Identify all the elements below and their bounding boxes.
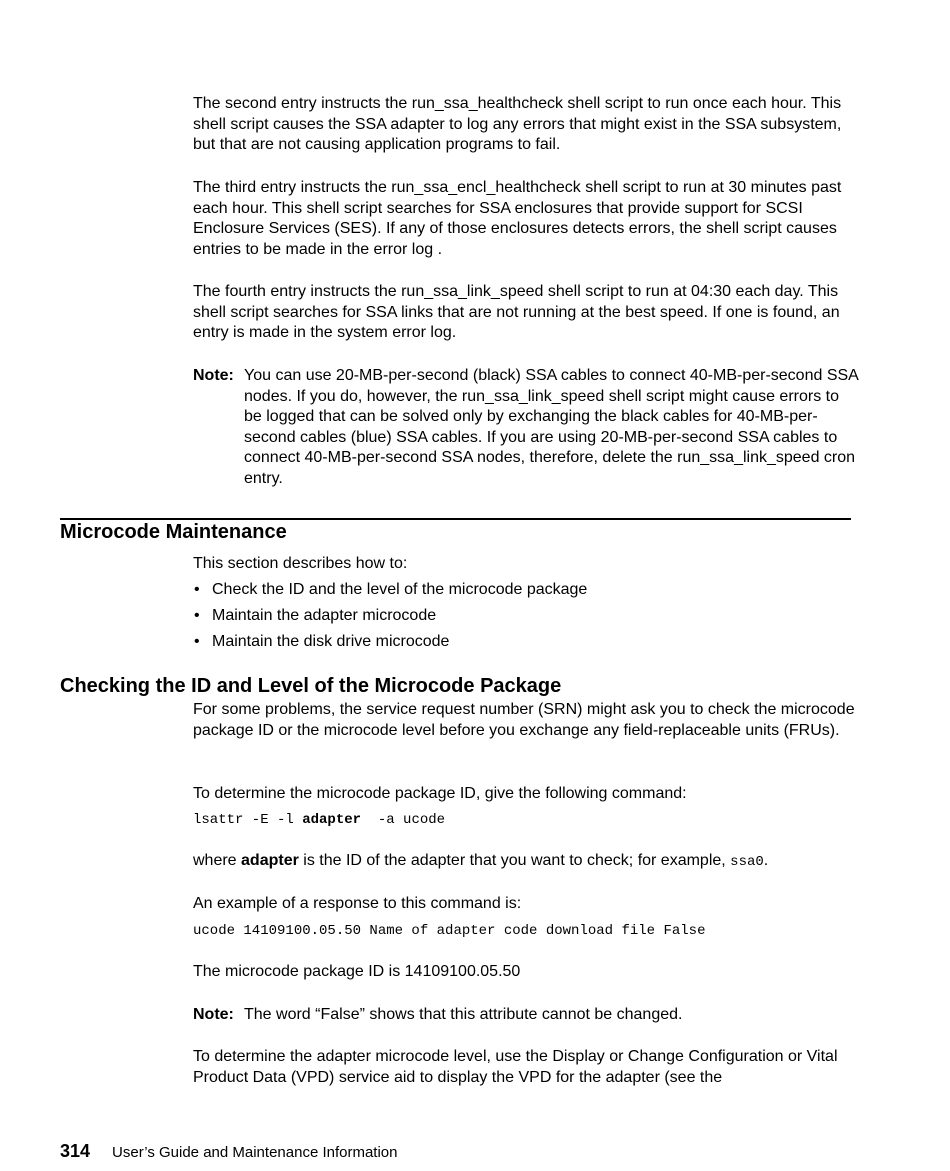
paragraph-determine-id: To determine the microcode package ID, give the following command: — [193, 785, 687, 802]
where-example-code: ssa0 — [730, 854, 764, 870]
document-title: User’s Guide and Maintenance Information — [112, 1144, 398, 1161]
command-param: adapter — [302, 812, 362, 828]
where-text: . — [763, 852, 769, 869]
where-text: where — [193, 852, 242, 869]
note-text: You can use 20-MB-per-second (black) SSA cables to connect 40-MB-per-second SSA nodes. If you do, however, the run_ssa_link_speed shell script might cause errors to be logged that can be solved only by exchanging the black cables for 40-MB-per-second cables (blue) SSA cables. If you are using 20-MB-per-second SSA cables to connect 40-MB-per-second SSA nodes, therefore, delete the run_ssa_link_speed cron entry. — [244, 367, 858, 487]
command-text: -a ucode — [361, 812, 446, 828]
paragraph-healthcheck: The second entry instructs the run_ssa_healthcheck shell script to run once each hour. This shell script causes the SSA adapter to log any errors that might exist in the SSA subsystem, but that are not causing application programs to fail. — [193, 95, 842, 154]
note-false-attribute — [193, 1005, 858, 1026]
response-example: ucode 14109100.05.50 Name of adapter code download file False — [193, 923, 706, 939]
command-text: lsattr -E -l — [193, 812, 303, 828]
list-item: • Maintain the disk drive microcode — [193, 632, 858, 658]
page-footer — [60, 1141, 398, 1162]
paragraph-srn: For some problems, the service request number (SRN) might ask you to check the microcode package ID or the microcode level before you exchange any field-replaceable units (FRUs). — [193, 701, 855, 739]
paragraph-package-id: The microcode package ID is 14109100.05.50 — [193, 963, 521, 980]
paragraph-link-speed: The fourth entry instructs the run_ssa_link_speed shell script to run at 04:30 each day. This shell script searches for SSA links that are not running at the best speed. If one is found, an entry is made in the system error log. — [193, 283, 840, 342]
paragraph-example-intro: An example of a response to this command is: — [193, 895, 522, 912]
note-label: Note: — [193, 367, 234, 384]
note-label: Note: — [193, 1006, 234, 1023]
where-param: adapter — [241, 852, 299, 869]
paragraph-encl-healthcheck: The third entry instructs the run_ssa_encl_healthcheck shell script to run at 30 minutes past each hour. This shell script searches for SSA enclosures that provide support for SCSI Enclosure Services (SES). If any of those enclosures detects errors, the shell script causes entries to be made in the error log . — [193, 179, 842, 258]
note-cables — [193, 366, 858, 490]
section-heading-microcode-maintenance: Microcode Maintenance — [60, 521, 287, 543]
page-number: 314 — [60, 1141, 91, 1161]
paragraph-adapter-level: To determine the adapter microcode level, use the Display or Change Configuration or Vital Product Data (VPD) service aid to display the VPD for the adapter (see the — [193, 1048, 838, 1086]
bullet-list — [193, 580, 858, 658]
section-intro: This section describes how to: — [193, 555, 408, 572]
where-text: is the ID of the adapter that you want to check; for example, — [298, 852, 731, 869]
section-heading-checking-id-level: Checking the ID and Level of the Microcode Package — [60, 675, 562, 697]
list-item: • Check the ID and the level of the microcode package — [193, 580, 858, 606]
command-line — [193, 810, 858, 831]
section-divider — [60, 518, 851, 520]
note-text: The word “False” shows that this attribute cannot be changed. — [244, 1006, 683, 1023]
paragraph-where — [193, 851, 858, 873]
list-item: • Maintain the adapter microcode — [193, 606, 858, 632]
